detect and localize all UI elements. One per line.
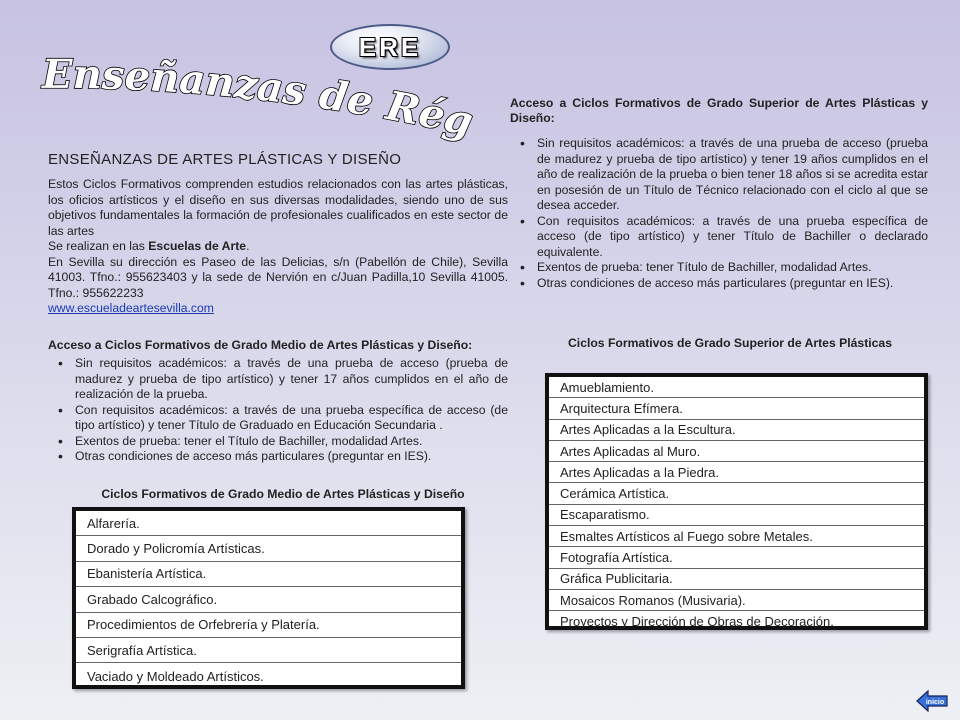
grado-superior-item: Cerámica Artística.: [549, 483, 924, 504]
grado-medio-item: Grabado Calcográfico.: [76, 587, 461, 612]
intro-address: En Sevilla su dirección es Paseo de las Delicias, s/n (Pabellón de Chile), Sevilla 41003. Tfno.: 955623403 y la sede de Nervión en c/Juan Padilla,10 Sevilla 41005. Tfno.: 955622233: [48, 254, 508, 300]
grado-superior-access-title: Acceso a Ciclos Formativos de Grado Superior de Artes Plásticas y Diseño:: [510, 96, 928, 125]
grado-superior-item: Esmaltes Artísticos al Fuego sobre Metales.: [549, 526, 924, 547]
grado-medio-bullet: • Exentos de prueba: tener el Título de Bachiller, modalidad Artes.: [48, 434, 508, 450]
grado-superior-item: Arquitectura Efímera.: [549, 398, 924, 419]
inicio-label: inicio: [925, 699, 945, 706]
grado-medio-table: [72, 507, 465, 689]
section-heading: ENSEÑANZAS DE ARTES PLÁSTICAS Y DISEÑO: [48, 151, 402, 168]
grado-medio-item: Vaciado y Moldeado Artísticos.: [87, 668, 264, 684]
grado-superior-item: Proyectos y Dirección de Obras de Decoración.: [560, 614, 834, 630]
intro-escuelas-name: Escuelas de Arte: [148, 239, 247, 253]
grado-superior-item: Artes Aplicadas al Muro.: [549, 441, 924, 462]
grado-superior-bullet: • Sin requisitos académicos: a través de una prueba de acceso (prueba de madurez y prueba de tipo artístico) y tener 19 años cumplidos en el año de realización de la prueba o bien tener 18 años si se acredita estar en posesión de un Título de Técnico relacionado con el ciclo al que se desea acceder.: [510, 136, 928, 214]
grado-superior-item: Artes Aplicadas a la Escultura.: [549, 420, 924, 441]
grado-superior-access: [510, 96, 928, 291]
grado-medio-bullet: • Sin requisitos académicos: a través de una prueba de acceso (prueba de madurez y prueba de tipo artístico) y tener 17 años cumplidos en el año de realización de la prueba.: [48, 356, 508, 403]
intro-paragraph: Estos Ciclos Formativos comprenden estudios relacionados con las artes plásticas, los oficios artísticos y el diseño en sus diversas modalidades, siendo uno de sus objetivos fundamentales la formación de profesionales cualificados en este sector de las artes: [48, 177, 508, 238]
grado-medio-table-title: Ciclos Formativos de Grado Medio de Artes Plásticas y Diseño: [101, 487, 465, 501]
grado-medio-item: Procedimientos de Orfebrería y Platería.: [76, 613, 461, 638]
grado-medio-bullet-list: [48, 356, 508, 465]
grado-superior-item: Gráfica Publicitaria.: [549, 569, 924, 590]
grado-superior-table: [545, 373, 928, 630]
grado-medio-access-title: Acceso a Ciclos Formativos de Grado Medio de Artes Plásticas y Diseño:: [48, 338, 473, 352]
back-arrow-icon[interactable]: [916, 689, 948, 713]
grado-superior-table-title: Ciclos Formativos de Grado Superior de Artes Plásticas: [568, 336, 892, 350]
school-link-wrap: [48, 301, 508, 317]
grado-medio-bullet: • Con requisitos académicos: a través de una prueba específica de acceso (de tipo artístico) y tener Título de Graduado en Educación Secundaria .: [48, 403, 508, 434]
grado-medio-item: Serigrafía Artística.: [76, 638, 461, 663]
grado-superior-item: Mosaicos Romanos (Musivaria).: [549, 590, 924, 611]
intro-escuelas-prefix: Se realizan en las: [48, 239, 149, 253]
grado-superior-item: Amueblamiento.: [549, 377, 924, 398]
grado-superior-bullet-list: [510, 136, 928, 291]
grado-superior-item: Fotografía Artística.: [549, 547, 924, 568]
main-title-path-text: Enseñanzas de Régimen Especial: [8, 11, 478, 146]
grado-medio-item: Dorado y Policromía Artísticas.: [76, 536, 461, 561]
ere-badge-label: ERE: [358, 31, 422, 62]
grado-medio-item: Alfarería.: [76, 511, 461, 536]
grado-superior-bullet: • Otras condiciones de acceso más particulares (preguntar en IES).: [510, 276, 928, 292]
grado-superior-item: Escaparatismo.: [549, 505, 924, 526]
grado-superior-item: Artes Aplicadas a la Piedra.: [549, 462, 924, 483]
school-link[interactable]: www.escueladeartesevilla.com: [48, 301, 214, 315]
grado-medio-access: [48, 338, 508, 465]
grado-superior-bullet: • Con requisitos académicos: a través de una prueba específica de acceso (de tipo artístico) y tener Título de Bachiller o declarado equivalente.: [510, 214, 928, 261]
intro-escuelas-line: [48, 239, 508, 255]
intro-block: [48, 177, 508, 317]
grado-superior-bullet: • Exentos de prueba: tener Título de Bachiller, modalidad Artes.: [510, 260, 928, 276]
intro-escuelas-suffix: .: [246, 239, 250, 253]
grado-medio-bullet: • Otras condiciones de acceso más particulares (preguntar en IES).: [48, 449, 508, 465]
grado-medio-item: Ebanistería Artística.: [76, 562, 461, 587]
